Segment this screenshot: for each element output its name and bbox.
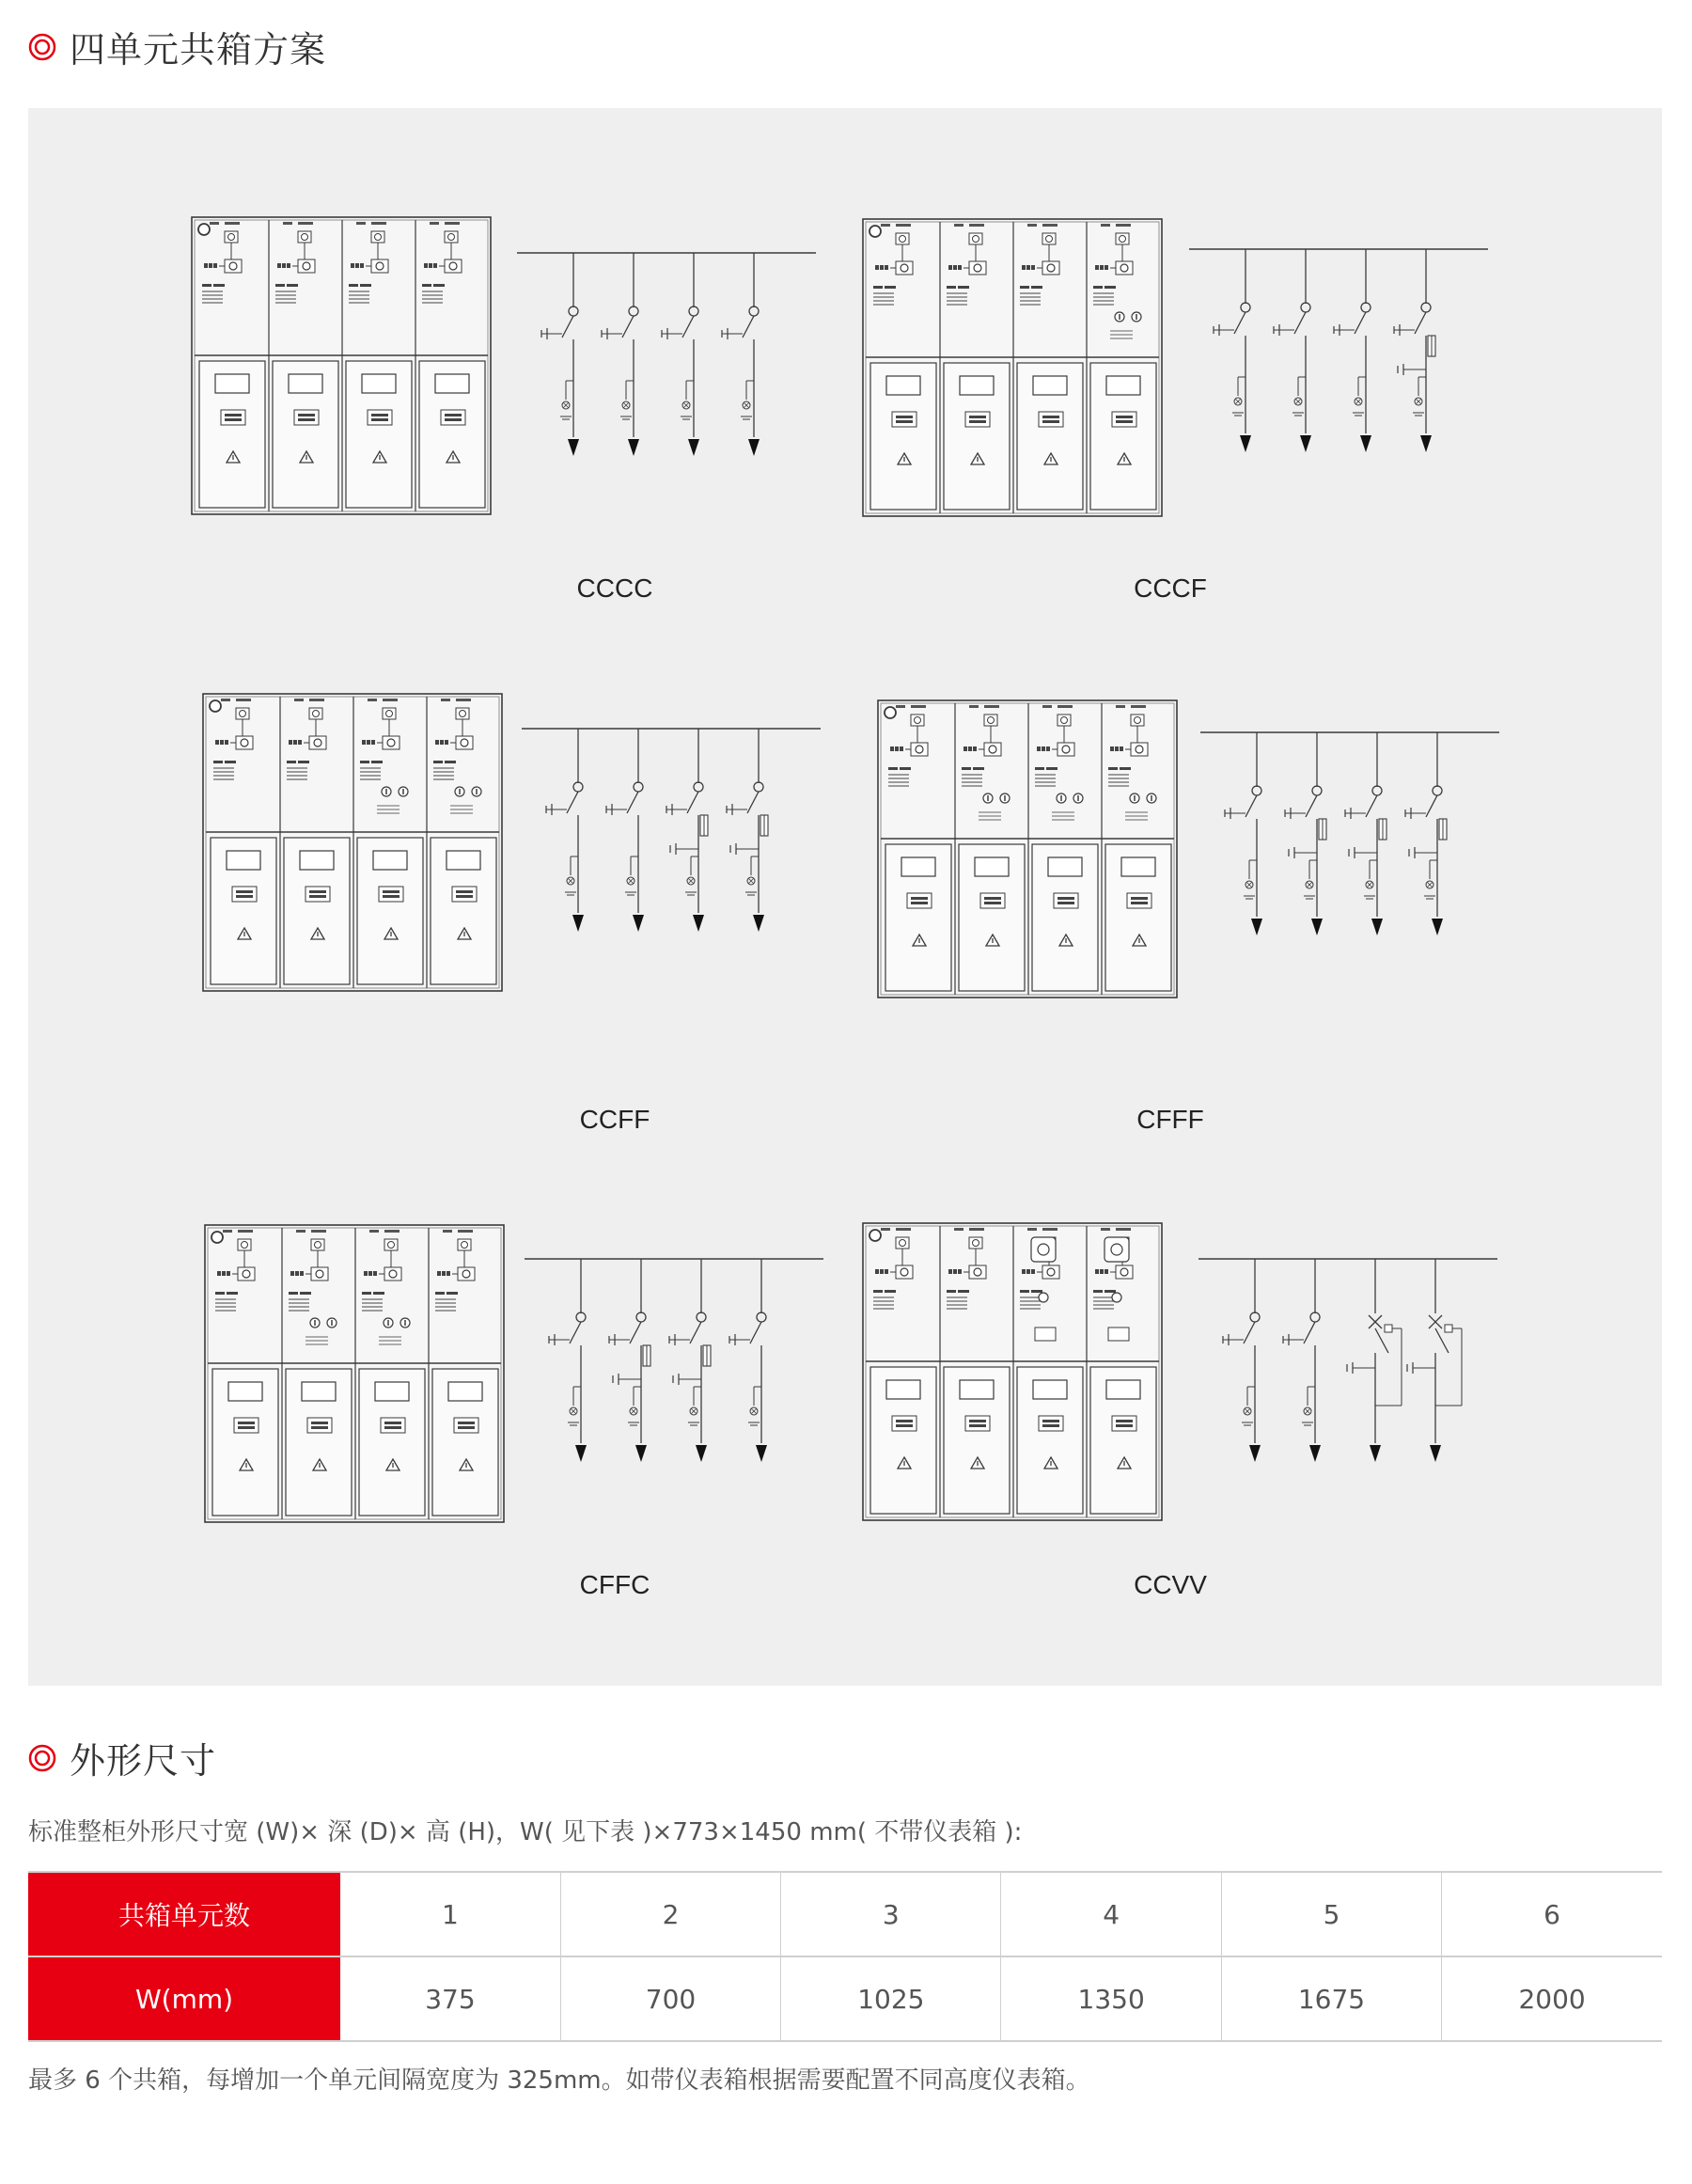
table-cell: 4	[1001, 1872, 1221, 1956]
cabinet-drawing	[862, 1222, 1163, 1521]
dimensions-note: 最多 6 个共箱，每增加一个单元间隔宽度为 325mm。如带仪表箱根据需要配置不同高度仪表箱。	[28, 2066, 1090, 2095]
double-ring-icon	[28, 33, 56, 61]
scheme-label: CFFC	[579, 1570, 650, 1599]
cabinet-svg	[877, 699, 1178, 998]
row-header: W(mm)	[28, 1956, 340, 2041]
scheme-cell	[877, 699, 1178, 998]
table-cell: 2000	[1518, 1983, 1586, 2015]
table-cell: 375	[340, 1956, 560, 2041]
dimensions-table	[28, 1871, 1662, 2042]
circuit-diagram	[525, 1246, 835, 1490]
circuit-svg	[522, 715, 832, 960]
cabinet-drawing	[191, 216, 492, 515]
scheme-cell	[1198, 1246, 1509, 1490]
scheme-label: CCFF	[579, 1105, 650, 1134]
scheme-label: CCCF	[1134, 573, 1207, 603]
table-cell: 3	[781, 1872, 1001, 1956]
scheme-cell	[1200, 719, 1511, 964]
cabinet-svg	[204, 1224, 505, 1523]
double-ring-icon	[28, 1744, 56, 1772]
dimensions-intro: 标准整柜外形尺寸宽 (W)× 深 (D)× 高 (H)，W( 见下表 )×773×1450 mm( 不带仪表箱 ):	[28, 1818, 1023, 1846]
circuit-svg	[525, 1246, 835, 1490]
table-cell: 5	[1221, 1872, 1441, 1956]
circuit-diagram	[1198, 1246, 1509, 1490]
scheme-cell	[204, 1224, 505, 1523]
table-cell: 1350	[1001, 1956, 1221, 2041]
circuit-svg	[1189, 236, 1499, 480]
circuit-diagram	[522, 715, 832, 960]
cabinet-svg	[191, 216, 492, 515]
section-title: 外形尺寸	[70, 1740, 217, 1782]
scheme-cell	[522, 715, 832, 960]
table-row	[28, 1956, 1662, 2041]
cabinet-drawing	[204, 1224, 505, 1523]
scheme-label: CFFF	[1136, 1105, 1204, 1134]
scheme-label: CCCC	[576, 573, 653, 603]
scheme-cell	[1189, 236, 1499, 480]
schemes-panel	[28, 108, 1662, 1686]
table-cell: 1025	[781, 1956, 1001, 2041]
table-cell: 1	[340, 1872, 560, 1956]
scheme-cell	[191, 216, 492, 515]
section-header-dimensions	[28, 1732, 216, 1783]
section-header-schemes	[28, 21, 326, 72]
scheme-label: CCVV	[1134, 1570, 1207, 1599]
circuit-svg	[1198, 1246, 1509, 1490]
section-title: 四单元共箱方案	[70, 29, 327, 71]
table-cell: 700	[560, 1956, 780, 2041]
cabinet-svg	[862, 1222, 1163, 1521]
cabinet-svg	[202, 693, 503, 992]
cabinet-drawing	[862, 218, 1163, 517]
cabinet-drawing	[877, 699, 1178, 998]
cabinet-drawing	[202, 693, 503, 992]
table-cell: 2	[560, 1872, 780, 1956]
circuit-diagram	[517, 240, 827, 484]
scheme-cell	[862, 218, 1163, 517]
scheme-cell	[525, 1246, 835, 1490]
circuit-svg	[517, 240, 827, 484]
row-header: 共箱单元数	[28, 1872, 340, 1956]
scheme-cell	[517, 240, 827, 484]
circuit-diagram	[1200, 719, 1511, 964]
circuit-svg	[1200, 719, 1511, 964]
table-cell: 1675	[1221, 1956, 1441, 2041]
cabinet-svg	[862, 218, 1163, 517]
circuit-diagram	[1189, 236, 1499, 480]
scheme-cell	[862, 1222, 1163, 1521]
scheme-cell	[202, 693, 503, 992]
table-cell: 6	[1543, 1898, 1560, 1930]
table-row	[28, 1872, 1662, 1956]
